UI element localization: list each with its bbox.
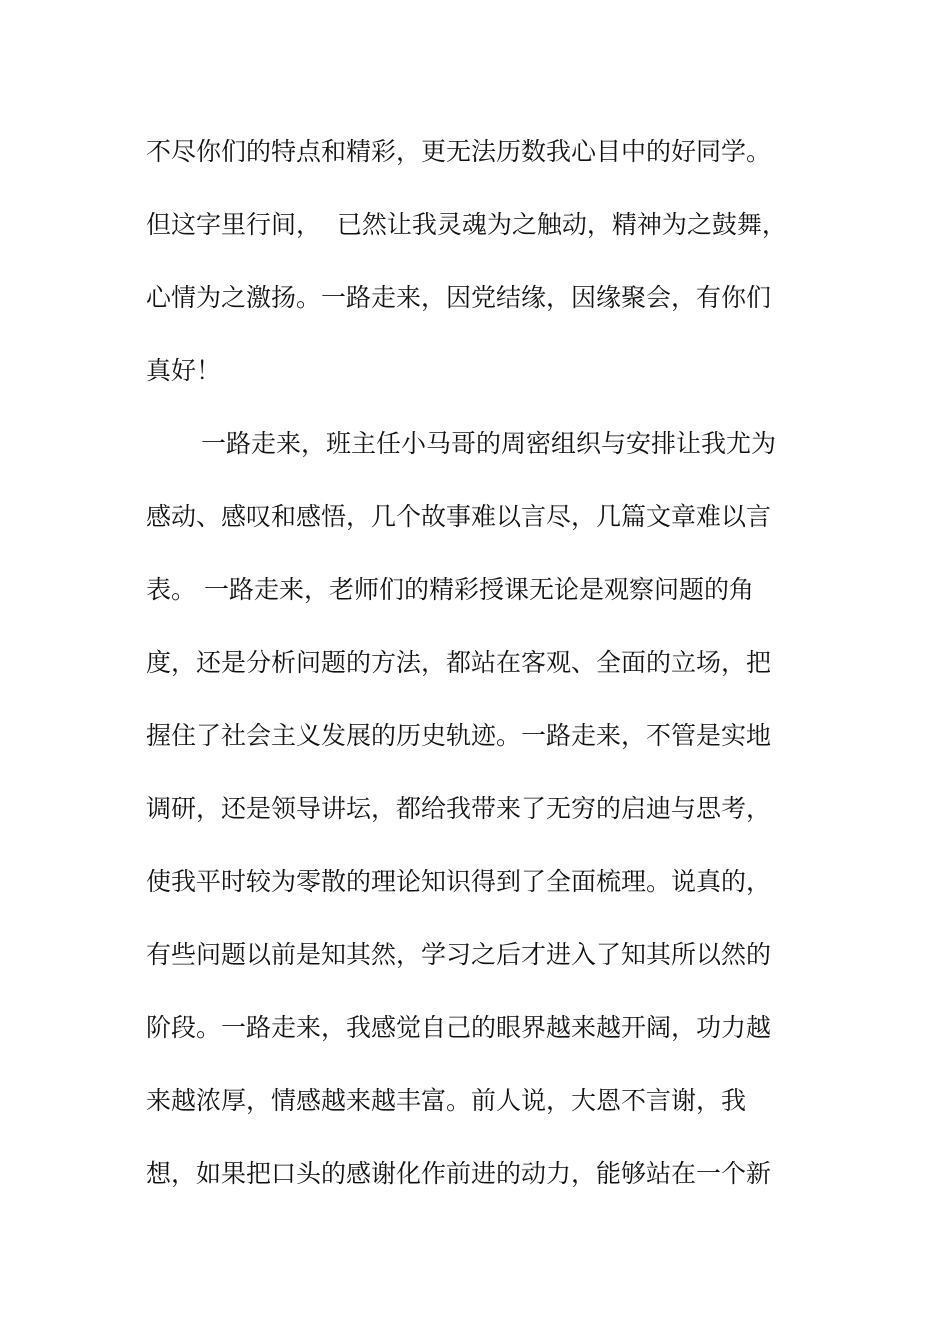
text-line: 握住了社会主义发展的历史轨迹。一路走来，不管是实地 bbox=[146, 721, 772, 750]
text-line: 使我平时较为零散的理论知识得到了全面梳理。说真的， bbox=[146, 867, 772, 896]
text-line: 但这字里行间， 已然让我灵魂为之触动，精神为之鼓舞， bbox=[146, 210, 787, 239]
text-line: 调研，还是领导讲坛，都给我带来了无穷的启迪与思考， bbox=[146, 794, 772, 823]
text-line: 心情为之激扬。一路走来，因党结缘，因缘聚会，有你们 bbox=[146, 283, 772, 312]
text-line: 有些问题以前是知其然，学习之后才进入了知其所以然的 bbox=[146, 940, 772, 969]
text-line: 表。 一路走来，老师们的精彩授课无论是观察问题的角 bbox=[146, 575, 754, 604]
text-line: 感动、感叹和感悟，几个故事难以言尽，几篇文章难以言 bbox=[146, 502, 772, 531]
text-line: 不尽你们的特点和精彩，更无法历数我心目中的好同学。 bbox=[146, 137, 772, 166]
text-line: 想，如果把口头的感谢化作前进的动力，能够站在一个新 bbox=[146, 1159, 772, 1188]
body-text bbox=[146, 128, 806, 1223]
text-line: 度，还是分析问题的方法，都站在客观、全面的立场，把 bbox=[146, 648, 772, 677]
text-line: 阶段。一路走来，我感觉自己的眼界越来越开阔，功力越 bbox=[146, 1013, 772, 1042]
text-line: 来越浓厚，情感越来越丰富。前人说，大恩不言谢，我 bbox=[146, 1086, 747, 1115]
text-line: 真好！ bbox=[146, 356, 222, 385]
paragraph-first-line: 一路走来，班主任小马哥的周密组织与安排让我尤为 bbox=[201, 429, 777, 458]
